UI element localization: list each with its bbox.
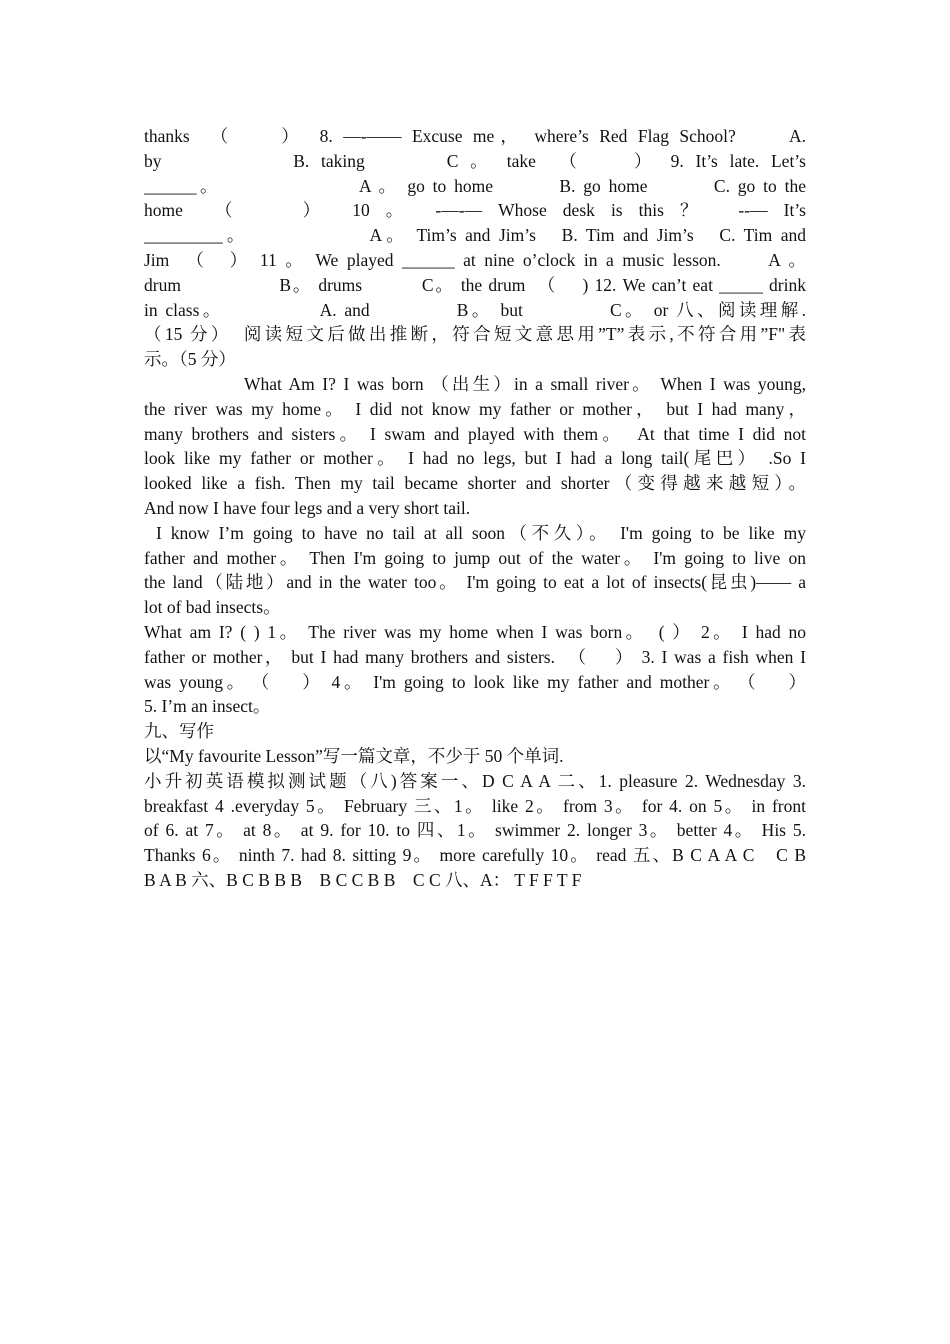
text-line: thanks （ ） 8. —-—— Excuse me， where’s Red Flag School? A. xyxy=(144,126,806,146)
text-line: looked like a fish. Then my tail became shorter and shorter（变得越来越短）。 xyxy=(144,473,806,494)
text-line: 示。（5 分） xyxy=(144,349,236,370)
answer-line: breakfast 4 .everyday 5。 February 三、1。 like 2。 from 3。 for 4. on 5。 in front xyxy=(144,795,806,816)
question-line: What am I? ( ) 1。 The river was my home when I was born。 ( ） 2。 I had no xyxy=(144,621,806,642)
answer-line: of 6. at 7。 at 8。 at 9. for 10. to 四、1。 swimmer 2. longer 3。 better 4。 His 5. xyxy=(144,820,806,841)
text-line: many brothers and sisters。 I swam and played with them。 At that time I did not xyxy=(144,423,806,444)
text-line: _________。 A。 Tim’s and Jim’s B. Tim and Jim’s C. Tim and xyxy=(144,225,806,246)
text-line: drum B。 drums C。 the drum （ ) 12. We can’t eat _____ drink xyxy=(144,274,806,295)
text-line: the river was my home。 I did not know my father or mother， but I had many， xyxy=(144,398,806,419)
answer-line: B A B 六、B C B B B B C C B B C C 八、A： T F F T F xyxy=(144,869,582,890)
reading-title-line: What Am I? I was born （出生）in a small river。 When I was young, xyxy=(244,373,806,394)
question-line: was young。 （ ） 4。 I'm going to look like my father and mother。 （ ） xyxy=(144,671,806,692)
text-line: by B. taking C 。 take （ ） 9. It’s late. Let’s xyxy=(144,150,806,171)
writing-prompt: 以“My favourite Lesson”写一篇文章，不少于 50 个单词. xyxy=(144,745,564,766)
section-heading: 九、写作 xyxy=(144,721,214,742)
text-line: （15 分） 阅读短文后做出推断，符合短文意思用”T”表示,不符合用”F"表 xyxy=(144,324,806,345)
text-line: lot of bad insects。 xyxy=(144,597,281,618)
text-line: the land（陆地）and in the water too。 I'm going to eat a lot of insects(昆虫)—— a xyxy=(144,572,806,593)
text-line: father and mother。 Then I'm going to jump out of the water。 I'm going to live on xyxy=(144,547,806,568)
text-line: in class。 A. and B。 but C。 or 八、阅读理解. xyxy=(144,299,806,320)
text-line: ______。 A 。 go to home B. go home C. go to the xyxy=(144,175,806,196)
document-page xyxy=(144,124,806,893)
question-line: father or mother， but I had many brothers and sisters. （ ） 3. I was a fish when I xyxy=(144,646,806,667)
text-line: Jim （ ） 11 。 We played ______ at nine o’clock in a music lesson. A 。 xyxy=(144,249,806,270)
text-line: home （ ） 10 。 -—-— Whose desk is this ？ --— It’s xyxy=(144,200,806,221)
question-line: 5. I’m an insect。 xyxy=(144,696,271,717)
text-line: I know I’m going to have no tail at all soon（不久）。 I'm going to be like my xyxy=(156,522,806,543)
answer-line: 小升初英语模拟测试题（八)答案一、D C A A 二、1. pleasure 2. Wednesday 3. xyxy=(144,770,806,791)
text-line: And now I have four legs and a very short tail. xyxy=(144,497,471,518)
answer-line: Thanks 6。 ninth 7. had 8. sitting 9。 more carefully 10。 read 五、B C A A C C B xyxy=(144,845,806,866)
text-line: look like my father or mother。 I had no legs, but I had a long tail(尾巴） .So I xyxy=(144,448,806,469)
